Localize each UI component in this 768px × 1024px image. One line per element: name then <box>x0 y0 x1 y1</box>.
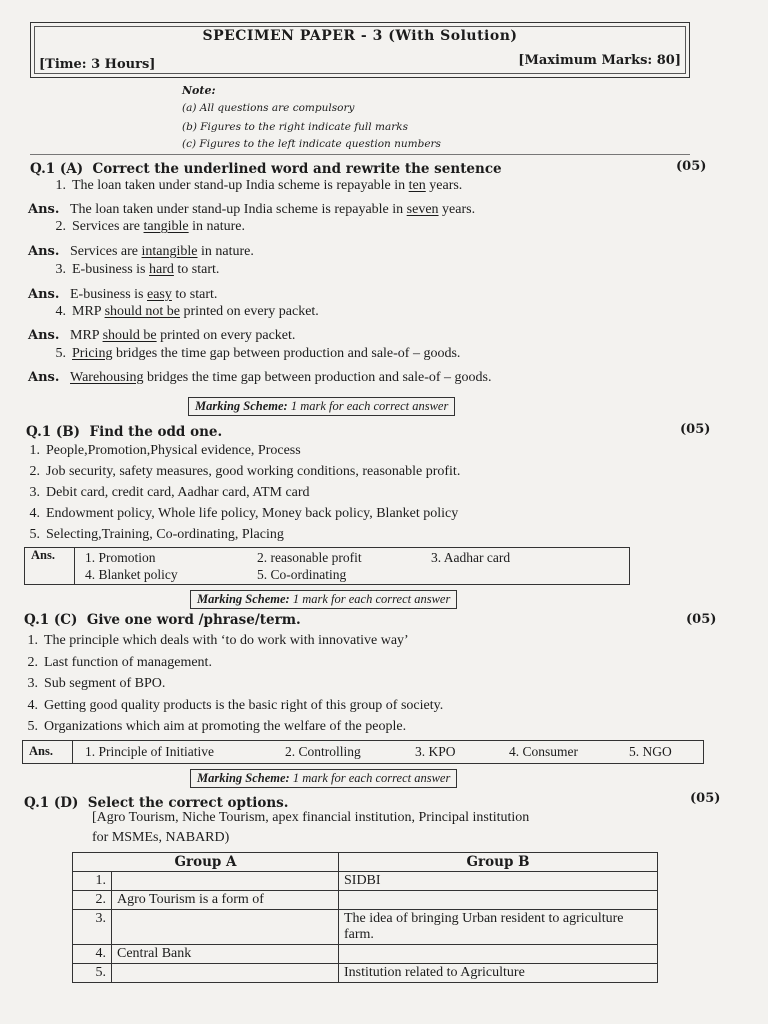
time-allowed: [Time: 3 Hours] <box>39 57 156 72</box>
table-row <box>73 910 658 945</box>
group-b-cell: SIDBI <box>339 872 658 891</box>
group-b-cell <box>339 891 658 910</box>
note-item: (b) Figures to the right indicate full marks <box>182 121 408 133</box>
group-a-cell <box>112 910 339 945</box>
paper-header-box <box>30 22 690 78</box>
column-header-group-b: Group B <box>339 853 658 872</box>
group-b-cell: Institution related to Agriculture <box>339 964 658 983</box>
row-number: 3. <box>73 910 112 945</box>
options-list-line: [Agro Tourism, Niche Tourism, apex financial institution, Principal institution <box>92 810 530 825</box>
column-header-group-a: Group A <box>73 853 339 872</box>
paper-title: SPECIMEN PAPER - 3 (With Solution) <box>202 28 518 44</box>
table-row <box>73 945 658 964</box>
question-item: 1. The principle which deals with ‘to do work with innovative way’ <box>27 633 409 648</box>
answer-item: 4. Blanket policy <box>85 567 178 582</box>
note-heading: Note: <box>182 84 216 97</box>
answer-item: 3. KPO <box>415 744 456 759</box>
question-item: 4. Endowment policy, Whole life policy, Money back policy, Blanket policy <box>29 506 459 521</box>
row-number: 2. <box>73 891 112 910</box>
question-item: 5. Selecting,Training, Co-ordinating, Placing <box>29 527 284 542</box>
row-number: 5. <box>73 964 112 983</box>
group-a-cell <box>112 964 339 983</box>
table-row <box>73 872 658 891</box>
question-1c-marks: (05) <box>686 612 717 627</box>
question-item: 4. MRP should not be printed on every packet. <box>55 304 319 319</box>
marking-scheme-1a: Marking Scheme: 1 mark for each correct answer <box>188 397 455 416</box>
marking-scheme-1b: Marking Scheme: 1 mark for each correct answer <box>190 590 457 609</box>
question-1a-heading: Q.1 (A) Correct the underlined word and rewrite the sentence <box>30 161 502 177</box>
question-1d-heading: Q.1 (D) Select the correct options. <box>24 795 289 811</box>
question-item: 1. People,Promotion,Physical evidence, Process <box>29 443 301 458</box>
table-header-row <box>73 853 658 872</box>
answer-item: 2. Controlling <box>285 744 361 759</box>
table-row <box>73 891 658 910</box>
answer-box-1c <box>22 740 704 764</box>
answer-item: 1. Promotion <box>85 550 156 565</box>
question-1c-heading: Q.1 (C) Give one word /phrase/term. <box>24 612 301 628</box>
options-list-line: for MSMEs, NABARD) <box>92 830 230 845</box>
group-a-cell: Central Bank <box>112 945 339 964</box>
answer-box-1b <box>24 547 630 585</box>
question-item: 4. Getting good quality products is the basic right of this group of society. <box>27 697 444 713</box>
question-1d-marks: (05) <box>690 791 721 806</box>
question-item: 3. E-business is hard to start. <box>55 262 220 277</box>
question-item: 1. The loan taken under stand-up India scheme is repayable in ten years. <box>55 178 463 193</box>
group-b-cell <box>339 945 658 964</box>
note-divider <box>30 154 690 155</box>
question-1a-marks: (05) <box>676 159 707 174</box>
question-item: 3. Sub segment of BPO. <box>27 676 166 691</box>
answer-item: 5. NGO <box>629 744 672 759</box>
group-a-cell: Agro Tourism is a form of <box>112 891 339 910</box>
answer-item: 3. Aadhar card <box>431 550 511 565</box>
question-item: 5. Organizations which aim at promoting the welfare of the people. <box>27 719 407 734</box>
match-table <box>72 852 658 983</box>
maximum-marks: [Maximum Marks: 80] <box>518 53 681 68</box>
row-number: 1. <box>73 872 112 891</box>
answer-item: 5. Co-ordinating <box>257 567 347 582</box>
answer-item: 4. Consumer <box>509 744 578 759</box>
answer-item: 1. Principle of Initiative <box>85 744 214 759</box>
question-1b-marks: (05) <box>680 422 711 437</box>
question-item: 5. Pricing bridges the time gap between production and sale-of – goods. <box>55 346 461 361</box>
answer-item: Ans. Warehousing bridges the time gap between production and sale-of – goods. <box>28 370 492 385</box>
answer-item: Ans. MRP should be printed on every packet. <box>28 328 296 343</box>
question-1b-heading: Q.1 (B) Find the odd one. <box>26 424 223 440</box>
group-b-cell: The idea of bringing Urban resident to agriculture farm. <box>339 910 658 945</box>
question-item: 2. Last function of management. <box>27 654 212 670</box>
answer-item: 2. reasonable profit <box>257 550 362 565</box>
note-item: (c) Figures to the left indicate question numbers <box>182 138 441 150</box>
question-item: 2. Job security, safety measures, good working conditions, reasonable profit. <box>29 464 461 479</box>
table-row <box>73 964 658 983</box>
note-item: (a) All questions are compulsory <box>182 102 355 114</box>
answer-label: Ans. <box>23 741 73 763</box>
question-item: 3. Debit card, credit card, Aadhar card, ATM card <box>29 485 310 500</box>
answer-label: Ans. <box>25 548 75 584</box>
answer-item: Ans. E-business is easy to start. <box>28 287 218 302</box>
question-item: 2. Services are tangible in nature. <box>55 219 246 234</box>
marking-scheme-1c: Marking Scheme: 1 mark for each correct answer <box>190 769 457 788</box>
answer-item: Ans. The loan taken under stand-up India scheme is repayable in seven years. <box>28 202 476 217</box>
answer-item: Ans. Services are intangible in nature. <box>28 244 254 259</box>
row-number: 4. <box>73 945 112 964</box>
group-a-cell <box>112 872 339 891</box>
